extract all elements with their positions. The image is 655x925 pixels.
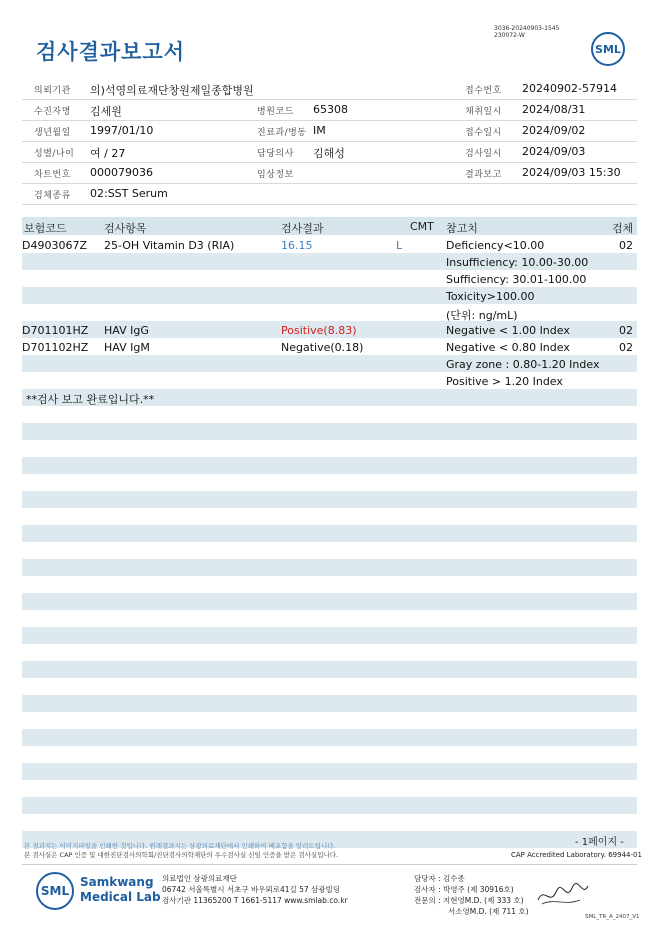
report-title: 검사결과보고서 [36, 40, 186, 64]
table-stripe-row [22, 627, 637, 644]
row-4-reference: Toxicity>100.00 [446, 290, 535, 303]
results-table-header [22, 217, 637, 235]
table-stripe-row [22, 763, 637, 780]
doctor-value: 김해성 [313, 147, 345, 160]
test-date-value: 2024/09/03 [522, 145, 586, 158]
dept-label: 진료과/병동 [257, 128, 307, 138]
row-1-result: 16.15 [281, 239, 313, 252]
doctor-label: 담당의사 [257, 149, 294, 159]
staff-manager: 담당자 : 김수종 [414, 874, 465, 883]
collect-date-label: 채취일시 [465, 107, 502, 117]
test-date-label: 검사일시 [465, 149, 502, 159]
row-1-specimen: 02 [619, 239, 633, 252]
chart-no-label: 차트번호 [34, 170, 71, 180]
info-row-5 [22, 162, 637, 184]
dept-value: IM [313, 124, 326, 137]
patient-value: 김세원 [90, 105, 122, 118]
cap-accreditation: CAP Accredited Laboratory. 69944-01 [511, 851, 642, 859]
info-row-4 [22, 141, 637, 163]
org-contact: 검사기관 11365200 T 1661-5117 www.smlab.co.kr [162, 896, 348, 905]
row-1-code: D4903067Z [22, 239, 87, 252]
table-stripe-row [22, 559, 637, 576]
lab-name-line1: Samkwang [80, 875, 154, 889]
row-6-result: Positive(8.83) [281, 324, 357, 337]
table-stripe-row [22, 661, 637, 678]
staff-specialist-1: 전문의 : 지현영M.D. (제 333 호) [414, 896, 524, 905]
report-complete-note: **검사 보고 완료입니다.** [26, 393, 155, 406]
table-stripe-row [22, 593, 637, 610]
row-5-reference: (단위: ng/mL) [446, 309, 518, 322]
sex-age-value: 여 / 27 [90, 147, 126, 160]
document-id-line1: 3036-20240903-1545 [494, 25, 560, 32]
table-stripe-row [22, 423, 637, 440]
sml-logo-text: SML [595, 42, 621, 56]
row-1-cmt: L [396, 239, 403, 252]
lab-name-line2: Medical Lab [80, 890, 161, 904]
signature-icon [536, 880, 590, 910]
hospital-code-label: 병원코드 [257, 107, 294, 117]
org-name: 의료법인 삼광의료재단 [162, 874, 237, 883]
footer-note-1: 본 결과지는 이미지파일을 인쇄한 것입니다. 원래결과지는 삼광의료재단에서 인쇄하여 배포함을 알려드립니다. [24, 842, 336, 850]
specimen-value: 02:SST Serum [90, 187, 168, 200]
org-address: 06742 서울특별시 서초구 바우뫼로41길 57 삼광빌딩 [162, 885, 341, 894]
receipt-date-label: 접수일시 [465, 128, 502, 138]
report-date-value: 2024/09/03 15:30 [522, 166, 621, 179]
row-2-reference: Insufficiency: 10.00-30.00 [446, 256, 589, 269]
row-7-reference: Negative < 0.80 Index [446, 341, 570, 354]
document-id [494, 25, 559, 39]
row-7-item: HAV IgM [104, 341, 150, 354]
form-code: SML_TR_A_2407_V1 [585, 914, 640, 920]
table-stripe-row [22, 729, 637, 746]
table-stripe-row [22, 457, 637, 474]
chart-no-value: 000079036 [90, 166, 153, 179]
document-id-line2: 230072-W [494, 32, 525, 39]
header-result: 검사결과 [281, 222, 324, 235]
row-7-specimen: 02 [619, 341, 633, 354]
receipt-date-value: 2024/09/02 [522, 124, 586, 137]
clinical-label: 임상정보 [257, 170, 294, 180]
row-1-reference: Deficiency<10.00 [446, 239, 545, 252]
row-9-reference: Positive > 1.20 Index [446, 375, 563, 388]
staff-specialist-2: 서소영M.D. (제 711 호) [448, 907, 529, 916]
header-reference: 참고치 [446, 222, 478, 235]
header-item: 검사항목 [104, 222, 147, 235]
page-number: - 1페이지 - [575, 837, 624, 848]
table-stripe-row [22, 491, 637, 508]
specimen-label: 검체종류 [34, 191, 71, 201]
table-stripe-row [22, 695, 637, 712]
footer-divider [22, 864, 637, 865]
header-specimen: 검체 [612, 222, 634, 235]
sex-age-label: 성별/나이 [34, 149, 75, 159]
row-6-item: HAV IgG [104, 324, 149, 337]
patient-label: 수진자명 [34, 107, 71, 117]
row-6-code: D701101HZ [22, 324, 89, 337]
hospital-label: 의뢰기관 [34, 86, 71, 96]
report-date-label: 결과보고 [465, 170, 502, 180]
lab-name [80, 875, 161, 905]
hospital-value: 의)석영의료재단창원제일종합병원 [90, 84, 254, 97]
staff-tester: 검사자 : 박영주 (제 30916호) [414, 885, 514, 894]
receipt-no-label: 접수번호 [465, 86, 502, 96]
header-code: 보험코드 [24, 222, 67, 235]
row-7-code: D701102HZ [22, 341, 89, 354]
info-row-3 [22, 120, 637, 142]
footer-sml-logo [36, 872, 74, 910]
row-7-result: Negative(0.18) [281, 341, 364, 354]
info-row-2 [22, 99, 637, 121]
receipt-no-value: 20240902-57914 [522, 82, 617, 95]
table-stripe-row [22, 797, 637, 814]
collect-date-value: 2024/08/31 [522, 103, 586, 116]
row-8-reference: Gray zone : 0.80-1.20 Index [446, 358, 600, 371]
table-stripe-row [22, 525, 637, 542]
footer-note-2: 본 검사실은 CAP 인증 및 대한진단검사의학회/진단검사의학재단의 우수검사실 신임 인증을 받은 검사실입니다. [24, 851, 339, 859]
row-3-reference: Sufficiency: 30.01-100.00 [446, 273, 587, 286]
info-row-1 [22, 78, 637, 100]
header-cmt: CMT [410, 220, 434, 233]
info-row-6 [22, 183, 637, 205]
row-1-item: 25-OH Vitamin D3 (RIA) [104, 239, 235, 252]
row-6-specimen: 02 [619, 324, 633, 337]
sml-logo [591, 32, 625, 66]
table-stripe-row [22, 287, 637, 304]
hospital-code-value: 65308 [313, 103, 348, 116]
footer-sml-logo-text: SML [40, 884, 70, 898]
birth-label: 생년월일 [34, 128, 71, 138]
row-6-reference: Negative < 1.00 Index [446, 324, 570, 337]
birth-value: 1997/01/10 [90, 124, 154, 137]
